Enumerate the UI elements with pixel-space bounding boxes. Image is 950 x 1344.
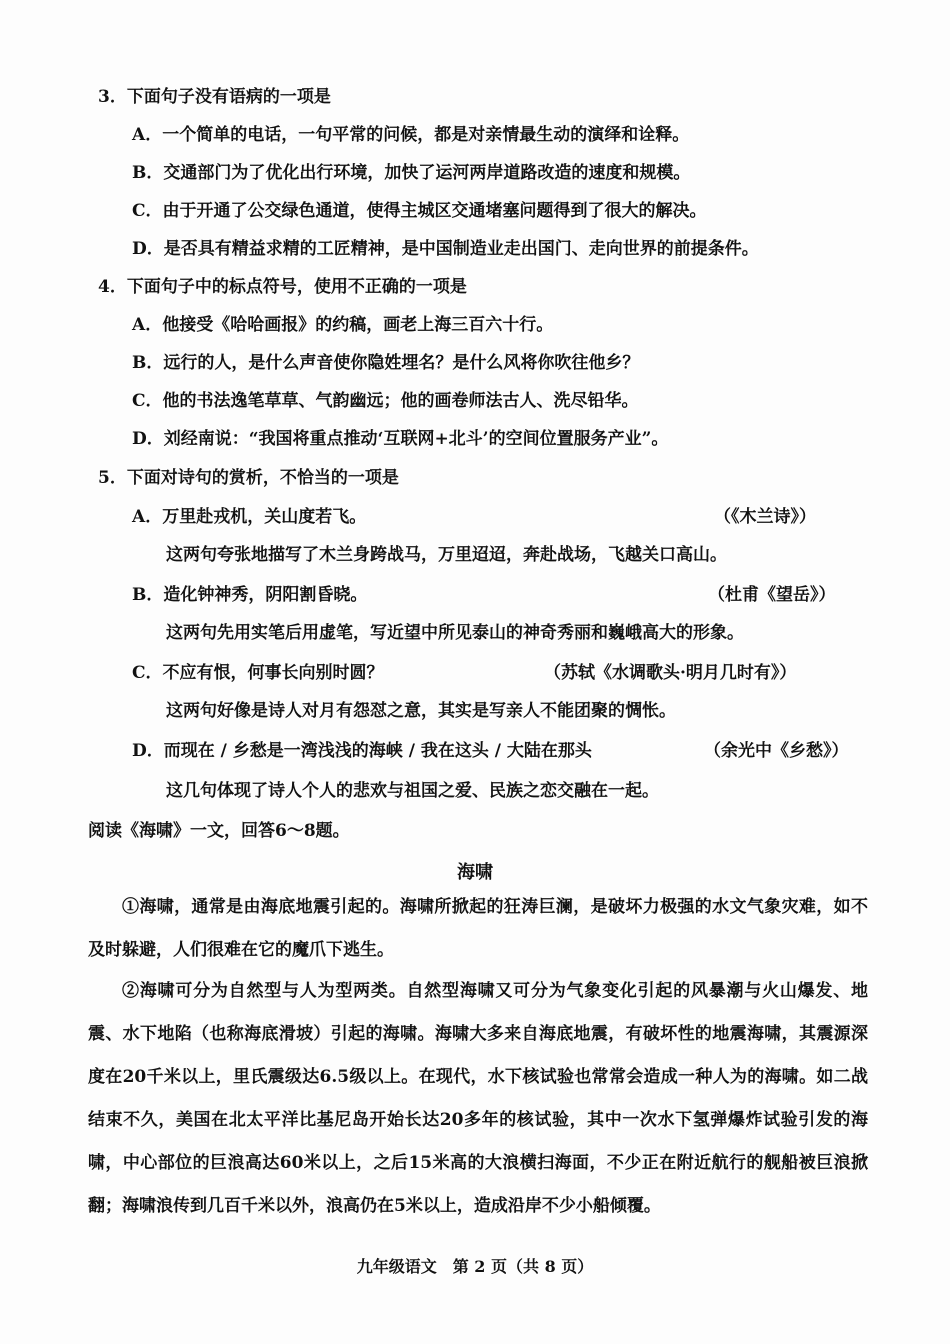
reading-intro: 阅读《海啸》一文，回答6～8题。 <box>88 821 350 841</box>
question-5-option-d-explain: 这几句体现了诗人个人的悲欢与祖国之爱、民族之恋交融在一起。 <box>166 781 659 801</box>
reading-paragraph-2: ②海啸可分为自然型与人为型两类。自然型海啸又可分为气象变化引起的风暴潮与火山爆发、地震、水下地陷（也称海底滑坡）引起的海啸。海啸大多来自海底地震，有破坏性的地震海啸，其震源深度在20千米以上，里氏震级达6.5级以上。在现代，水下核试验也常常会造成一种人为的海啸。如二战结束不久，美国在北太平洋比基尼岛开始长达20多年的核试验，其中一次水下氢弹爆炸试验引发的海啸，中心部位的巨浪高达60米以上，之后15米高的大浪横扫海面，不少正在附近航行的舰船被巨浪掀翻；海啸浪传到几百千米以外，浪高仍在5米以上，造成沿岸不少小船倾覆。 <box>88 981 869 1216</box>
question-5-option-b-explain: 这两句先用实笔后用虚笔，写近望中所见泰山的神奇秀丽和巍峨高大的形象。 <box>166 623 744 643</box>
question-3-stem: 3．下面句子没有语病的一项是 <box>98 87 331 107</box>
question-4-option-c: C．他的书法逸笔草草、气韵幽远；他的画卷师法古人、洗尽铅华。 <box>132 391 639 411</box>
question-4-option-d: D．刘经南说：“我国将重点推动‘互联网+北斗’的空间位置服务产业”。 <box>132 429 669 449</box>
page-footer: 九年级语文 第 2 页（共 8 页） <box>356 1257 594 1276</box>
question-3-option-b: B．交通部门为了优化出行环境，加快了运河两岸道路改造的速度和规模。 <box>132 163 691 183</box>
question-5-option-c-explain: 这两句好像是诗人对月有怨怼之意，其实是写亲人不能团聚的惆怅。 <box>166 701 676 721</box>
question-5-option-a-source: （《木兰诗》） <box>714 507 816 527</box>
reading-paragraph-1: ①海啸，通常是由海底地震引起的。海啸所掀起的狂涛巨澜，是破坏力极强的水文气象灾难，如不及时躲避，人们很难在它的魔爪下逃生。 <box>88 897 868 960</box>
question-5-option-c-source: （苏轼《水调歌头·明月几时有》） <box>544 663 797 683</box>
question-5-option-a-line: A．万里赴戎机，关山度若飞。 <box>132 507 367 527</box>
question-5-option-b-line: B．造化钟神秀，阴阳割昏晓。 <box>132 585 368 605</box>
question-5-option-b-source: （杜甫《望岳》） <box>708 585 836 605</box>
question-3-option-c: C．由于开通了公交绿色通道，使得主城区交通堵塞问题得到了很大的解决。 <box>132 201 707 221</box>
question-4-option-b: B．远行的人，是什么声音使你隐姓埋名？是什么风将你吹往他乡？ <box>132 353 640 373</box>
question-5-stem: 5．下面对诗句的赏析，不恰当的一项是 <box>98 468 399 488</box>
question-3-option-d: D．是否具有精益求精的工匠精神，是中国制造业走出国门、走向世界的前提条件。 <box>132 239 759 259</box>
reading-title: 海啸 <box>457 862 493 883</box>
question-5-option-d-line: D．而现在 / 乡愁是一湾浅浅的海峡 / 我在这头 / 大陆在那头 <box>132 741 592 761</box>
question-3-option-a: A．一个简单的电话，一句平常的问候，都是对亲情最生动的演绎和诠释。 <box>132 125 690 145</box>
question-5-option-a-explain: 这两句夸张地描写了木兰身跨战马，万里迢迢，奔赴战场，飞越关口高山。 <box>166 545 727 565</box>
question-5-option-c-line: C．不应有恨，何事长向别时圆？ <box>132 663 384 683</box>
question-5-option-d-source: （余光中《乡愁》） <box>704 741 849 761</box>
question-4-stem: 4．下面句子中的标点符号，使用不正确的一项是 <box>98 277 467 297</box>
question-4-option-a: A．他接受《哈哈画报》的约稿，画老上海三百六十行。 <box>132 315 554 335</box>
